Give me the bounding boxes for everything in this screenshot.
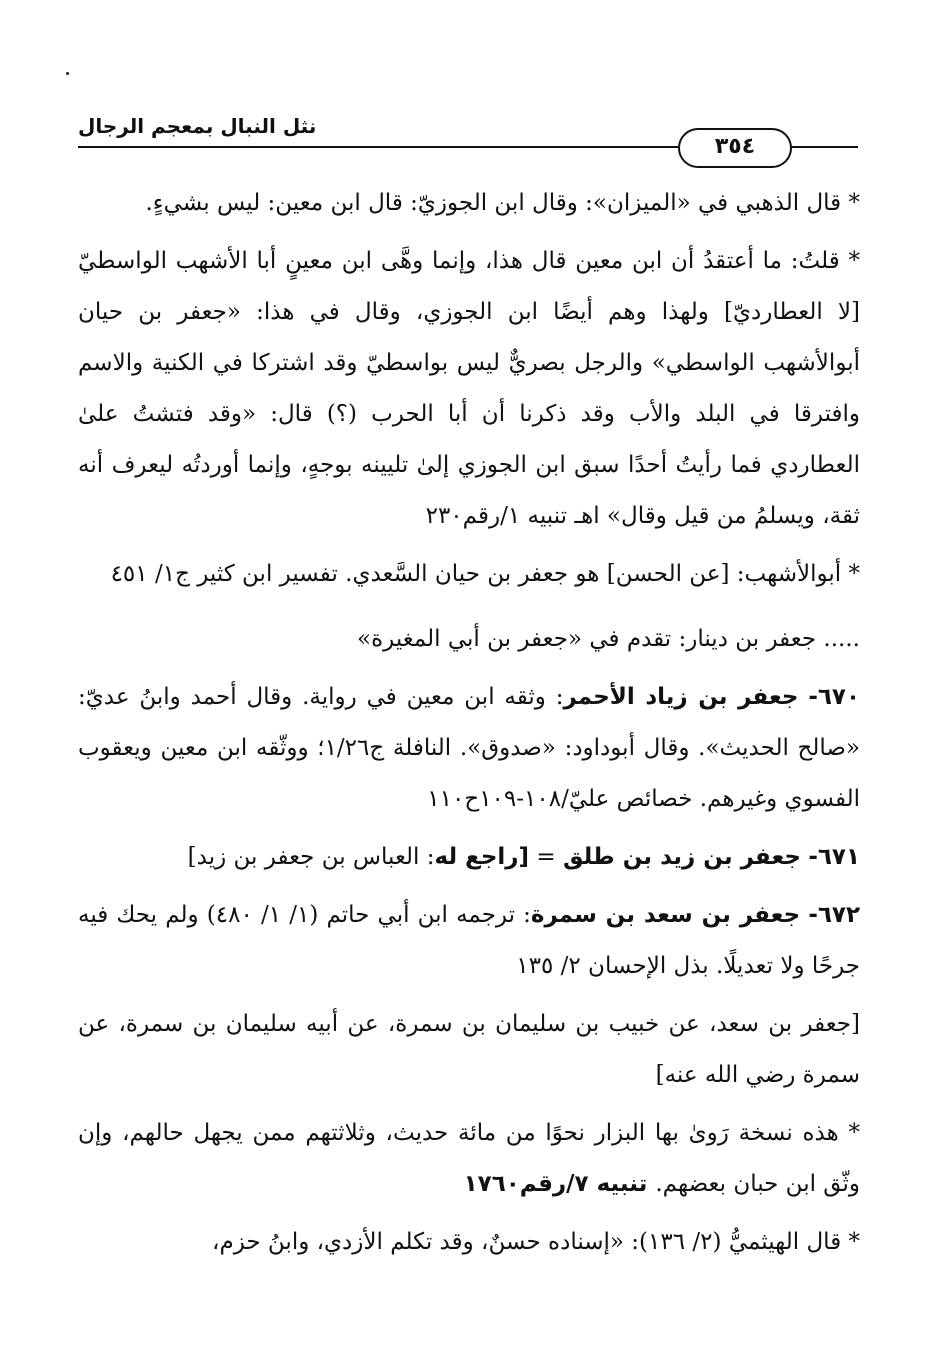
entry-number: ٦٧٠- bbox=[808, 684, 861, 710]
paragraph: * قال الذهبي في «الميزان»: وقال ابن الجوزيّ: قال ابن معين: ليس بشيءٍ. bbox=[145, 190, 860, 216]
entry-name: جعفر بن زيد بن طلق bbox=[562, 844, 802, 870]
entry-text: : ترجمه ابن أبي حاتم (١/ ١/ ٤٨٠) ولم يحك فيه جرحًا ولا تعديلًا. بذل الإحسان ٢/ ١٣٥ bbox=[78, 902, 860, 979]
entry-number: ٦٧١- bbox=[808, 844, 860, 870]
entry-670 bbox=[78, 672, 860, 825]
book-title: نثل النبال بمعجم الرجال bbox=[78, 114, 317, 138]
entry-text: : وثقه ابن معين في رواية. وقال أحمد وابنُ عديّ: «صالح الحديث». وقال أبوداود: «صدوق». النافلة ج١/٢٦؛ ووثّقه ابن معين ويعقوب الفسوي وغيرهم. خصائص عليّ/١٠٨-١٠٩ح١١٠ bbox=[78, 684, 860, 812]
entry-number: ٦٧٢- bbox=[808, 902, 861, 928]
entry-name: جعفر بن زياد الأحمر bbox=[563, 684, 799, 710]
page-header bbox=[78, 108, 858, 159]
entry-671: ٦٧١- جعفر بن زيد بن طلق = [راجع له: العباس بن جعفر بن زيد] bbox=[187, 844, 860, 870]
paragraph: * قلتُ: ما أعتقدُ أن ابن معين قال هذا، وإنما وهَّى ابن معينٍ أبا الأشهب الواسطيّ [لا العطارديّ] ولهذا وهم أيضًا ابن الجوزي، وقال في هذا: «جعفر بن حيان أبوالأشهب الواسطي» والرجل بصريٌّ ليس بواسطيّ وقد اشتركا في الكنية والاسم وافترقا في البلد والأب وقد ذكرنا أن أبا الحرب (؟) قال: «وقد فتشتُ علىٰ العطاردي فما رأيتُ أحدًا سبق ابن الجوزي إلىٰ تليينه بوجهٍ، وإنما أوردتُه ليعرف أنه ثقة، ويسلمُ من قيل وقال» اهـ تنبيه ١/رقم٢٣٠ bbox=[78, 248, 860, 529]
page-number: ٣٥٤ bbox=[678, 128, 792, 168]
paragraph: * هذه نسخة رَوىٰ بها البزار نحوًا من مائة حديث، وثلاثتهم ممن يجهل حالهم، وإن وثّق ابن حبان بعضهم. تنبيه ٧/رقم١٧٦٠ bbox=[78, 1120, 860, 1197]
entry-name: جعفر بن سعد بن سمرة bbox=[530, 902, 801, 928]
cross-reference: [راجع له bbox=[434, 844, 530, 870]
entry-672 bbox=[78, 890, 860, 992]
paragraph: * أبوالأشهب: [عن الحسن] هو جعفر بن حيان السَّعدي. تفسير ابن كثير ج١/ ٤٥١ bbox=[110, 561, 860, 587]
paragraph: [جعفر بن سعد، عن خبيب بن سليمان بن سمرة، عن أبيه سليمان بن سمرة، عن سمرة رضي الله عنه] bbox=[78, 1011, 860, 1088]
paragraph: ..... جعفر بن دينار: تقدم في «جعفر بن أبي المغيرة» bbox=[357, 626, 860, 652]
reference: تنبيه ٧/رقم١٧٦٠ bbox=[463, 1171, 656, 1197]
page-body bbox=[78, 178, 860, 1268]
page-speck bbox=[66, 72, 69, 75]
paragraph: * قال الهيثميُّ (٢/ ١٣٦): «إسناده حسنٌ، وقد تكلم الأزدي، وابنُ حزم، bbox=[212, 1229, 860, 1255]
